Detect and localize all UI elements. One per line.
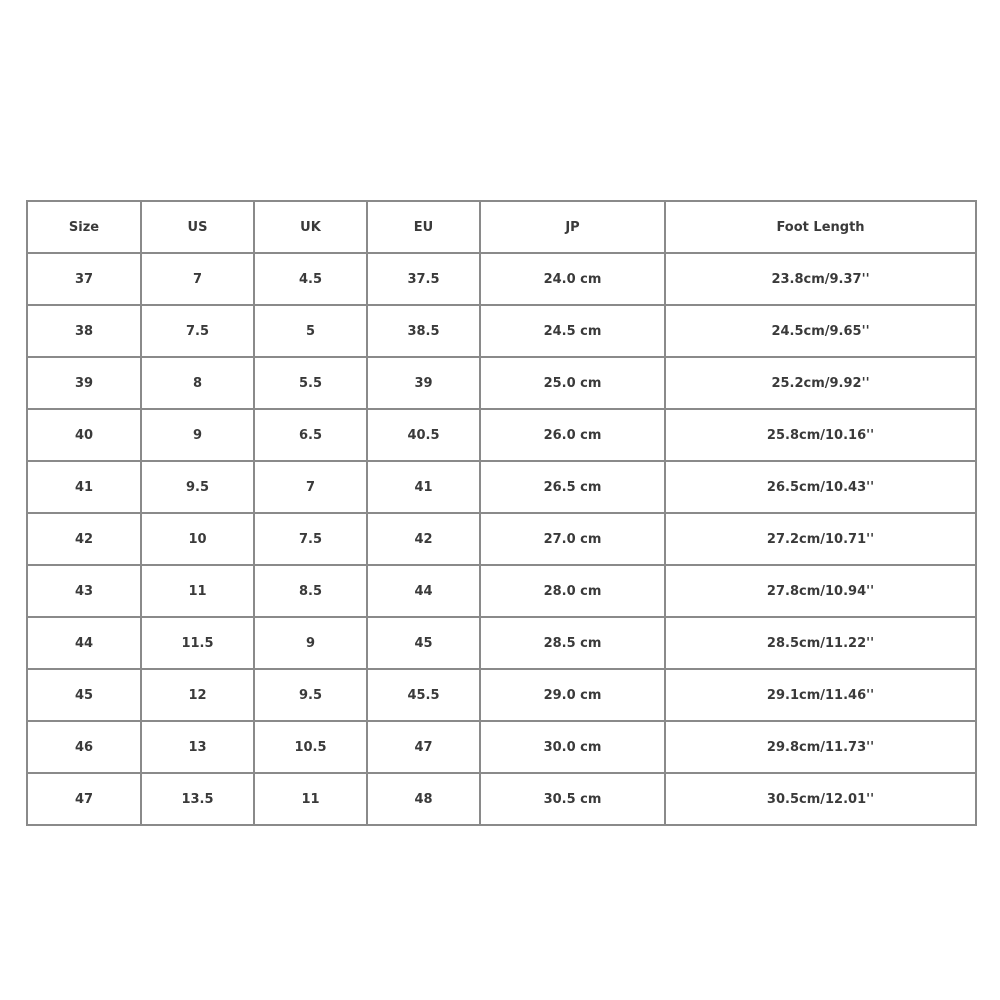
table-row <box>27 357 976 409</box>
cell-foot-length: 25.8cm/10.16'' <box>665 409 976 461</box>
table-row <box>27 305 976 357</box>
cell-eu: 45.5 <box>367 669 480 721</box>
cell-foot-length: 26.5cm/10.43'' <box>665 461 976 513</box>
header-us: US <box>141 201 254 253</box>
cell-jp: 28.0 cm <box>480 565 665 617</box>
cell-eu: 48 <box>367 773 480 825</box>
cell-size: 42 <box>27 513 141 565</box>
cell-eu: 44 <box>367 565 480 617</box>
cell-uk: 10.5 <box>254 721 367 773</box>
cell-foot-length: 30.5cm/12.01'' <box>665 773 976 825</box>
cell-jp: 25.0 cm <box>480 357 665 409</box>
cell-size: 43 <box>27 565 141 617</box>
header-jp: JP <box>480 201 665 253</box>
table-row <box>27 461 976 513</box>
header-eu: EU <box>367 201 480 253</box>
cell-uk: 9 <box>254 617 367 669</box>
cell-us: 9.5 <box>141 461 254 513</box>
cell-uk: 6.5 <box>254 409 367 461</box>
cell-eu: 37.5 <box>367 253 480 305</box>
table-row <box>27 669 976 721</box>
table-row <box>27 409 976 461</box>
header-row <box>27 201 976 253</box>
table-row <box>27 617 976 669</box>
table-row <box>27 513 976 565</box>
cell-foot-length: 25.2cm/9.92'' <box>665 357 976 409</box>
cell-size: 41 <box>27 461 141 513</box>
size-chart-table <box>26 200 977 826</box>
cell-eu: 41 <box>367 461 480 513</box>
cell-size: 45 <box>27 669 141 721</box>
cell-us: 11.5 <box>141 617 254 669</box>
cell-foot-length: 27.2cm/10.71'' <box>665 513 976 565</box>
cell-us: 7.5 <box>141 305 254 357</box>
cell-jp: 30.0 cm <box>480 721 665 773</box>
cell-uk: 11 <box>254 773 367 825</box>
cell-eu: 38.5 <box>367 305 480 357</box>
cell-size: 47 <box>27 773 141 825</box>
cell-uk: 5.5 <box>254 357 367 409</box>
cell-size: 39 <box>27 357 141 409</box>
table-row <box>27 253 976 305</box>
cell-uk: 9.5 <box>254 669 367 721</box>
cell-us: 12 <box>141 669 254 721</box>
cell-size: 40 <box>27 409 141 461</box>
cell-size: 38 <box>27 305 141 357</box>
cell-us: 10 <box>141 513 254 565</box>
table-row <box>27 773 976 825</box>
cell-eu: 45 <box>367 617 480 669</box>
cell-eu: 42 <box>367 513 480 565</box>
cell-foot-length: 29.8cm/11.73'' <box>665 721 976 773</box>
cell-us: 9 <box>141 409 254 461</box>
cell-jp: 26.5 cm <box>480 461 665 513</box>
cell-jp: 27.0 cm <box>480 513 665 565</box>
cell-eu: 39 <box>367 357 480 409</box>
cell-jp: 30.5 cm <box>480 773 665 825</box>
header-size: Size <box>27 201 141 253</box>
cell-size: 44 <box>27 617 141 669</box>
cell-foot-length: 28.5cm/11.22'' <box>665 617 976 669</box>
cell-foot-length: 27.8cm/10.94'' <box>665 565 976 617</box>
cell-eu: 40.5 <box>367 409 480 461</box>
cell-size: 46 <box>27 721 141 773</box>
cell-uk: 4.5 <box>254 253 367 305</box>
header-uk: UK <box>254 201 367 253</box>
cell-us: 13.5 <box>141 773 254 825</box>
cell-eu: 47 <box>367 721 480 773</box>
table-row <box>27 721 976 773</box>
cell-foot-length: 24.5cm/9.65'' <box>665 305 976 357</box>
table-row <box>27 565 976 617</box>
cell-uk: 7.5 <box>254 513 367 565</box>
cell-jp: 29.0 cm <box>480 669 665 721</box>
cell-foot-length: 29.1cm/11.46'' <box>665 669 976 721</box>
cell-us: 13 <box>141 721 254 773</box>
cell-uk: 7 <box>254 461 367 513</box>
cell-us: 11 <box>141 565 254 617</box>
cell-size: 37 <box>27 253 141 305</box>
cell-jp: 24.5 cm <box>480 305 665 357</box>
cell-foot-length: 23.8cm/9.37'' <box>665 253 976 305</box>
cell-us: 7 <box>141 253 254 305</box>
cell-uk: 5 <box>254 305 367 357</box>
cell-jp: 24.0 cm <box>480 253 665 305</box>
header-foot-length: Foot Length <box>665 201 976 253</box>
cell-jp: 26.0 cm <box>480 409 665 461</box>
cell-us: 8 <box>141 357 254 409</box>
cell-jp: 28.5 cm <box>480 617 665 669</box>
cell-uk: 8.5 <box>254 565 367 617</box>
